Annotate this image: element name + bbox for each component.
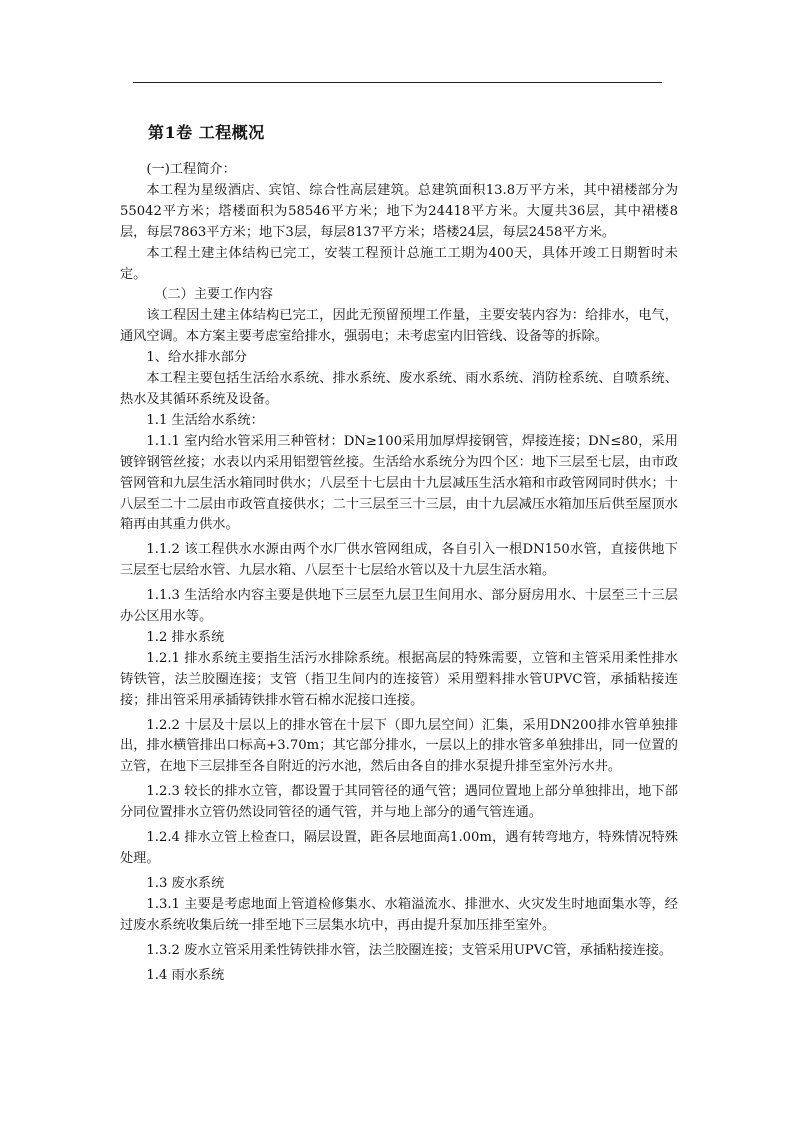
paragraph: 1.1.3 生活给水内容主要是供地下三层至九层卫生间用水、部分厨房用水、十层至三十三层办公区用水等。	[120, 588, 678, 625]
section-heading-main-work: （二）主要工作内容	[154, 287, 273, 303]
paragraph: 1.2.2 十层及十层以上的排水管在十层下（即九层空间）汇集，采用DN200排水管单独排出，排水横管排出口标高+3.70m；其它部分排水，一层以上的排水管多单独排出，同一位置的立管，在地下三层排至各自附近的污水池，然后由各自的排水泵提升排至室外污水井。	[120, 717, 678, 775]
body-text	[120, 160, 678, 986]
paragraph: 1.2.1 排水系统主要指生活污水排除系统。根据高层的特殊需要，立管和主管采用柔性排水铸铁管，法兰胶圈连接；支管（指卫生间内的连接管）采用塑料排水管UPVC管，承插粘接连接；排出管采用承插铸铁排水管石棉水泥接口连接。	[120, 650, 678, 708]
paragraph: 本工程为星级酒店、宾馆、综合性高层建筑。总建筑面积13.8万平方米，其中裙楼部分为55042平方米；塔楼面积为58546平方米；地下为24418平方米。大厦共36层，其中裙楼8层，每层7863平方米；地下3层，每层8137平方米；塔楼24层，每层2458平方米。	[120, 182, 678, 240]
header-rule	[133, 82, 662, 83]
section-heading-intro: (一)工程简介：	[146, 162, 236, 177]
paragraph: 1.2.4 排水立管上检查口，隔层设置，距各层地面高1.00m，遇有转弯地方，特殊情况特殊处理。	[120, 830, 678, 866]
section-heading-1-1: 1.1 生活给水系统：	[146, 412, 264, 428]
section-heading-1-3: 1.3 废水系统	[146, 875, 225, 891]
paragraph: 1.3.1 主要是考虑地面上管道检修集水、水箱溢流水、排泄水、火灾发生时地面集水等，经过废水系统收集后统一排至地下三层集水坑中，再由提升泵加压排至室外。	[120, 896, 678, 933]
paragraph: 1.1.1 室内给水管采用三种管材：DN≥100采用加厚焊接钢管，焊接连接；DN≤80，采用镀锌钢管丝接；水表以内采用铝塑管丝接。生活给水系统分为四个区：地下三层至七层，由市政管网管和九层生活水箱同时供水；八层至十七层由十九层减压生活水箱和市政管网同时供水；十八层至二十二层由市政管直接供水；二十三层至三十三层，由十九层减压水箱加压后供至屋顶水箱再由其重力供水。	[120, 433, 678, 533]
section-heading-water: 1、给水排水部分	[146, 350, 248, 366]
paragraph: 本工程主要包括生活给水系统、排水系统、废水系统、雨水系统、消防栓系统、自喷系统、热水及其循环系统及设备。	[120, 371, 678, 407]
paragraph: 1.3.2 废水立管采用柔性铸铁排水管，法兰胶圈连接；支管采用UPVC管，承插粘接连接。	[146, 942, 673, 958]
paragraph: 1.2.3 较长的排水立管，都设置于其同管径的通气管；遇同位置地上部分单独排出，地下部分同位置排水立管仍然设同管径的通气管，并与地上部分的通气管连通。	[120, 784, 678, 821]
section-heading-1-4: 1.4 雨水系统	[146, 967, 225, 983]
chapter-title: 第1卷 工程概况	[148, 123, 265, 142]
paragraph: 1.1.2 该工程供水水源由两个水厂供水管网组成，各自引入一根DN150水管，直接供地下三层至七层给水管、九层水箱、八层至十七层给水管以及十九层生活水箱。	[120, 542, 678, 579]
paragraph: 该工程因土建主体结构已完工，因此无预留预埋工作量，主要安装内容为：给排水，电气，通风空调。本方案主要考虑室给排水，强弱电；未考虑室内旧管线、设备等的拆除。	[120, 308, 678, 345]
paragraph: 本工程土建主体结构已完工，安装工程预计总施工工期为400天，具体开竣工日期暂时未定。	[120, 245, 678, 282]
section-heading-1-2: 1.2 排水系统	[146, 629, 225, 645]
